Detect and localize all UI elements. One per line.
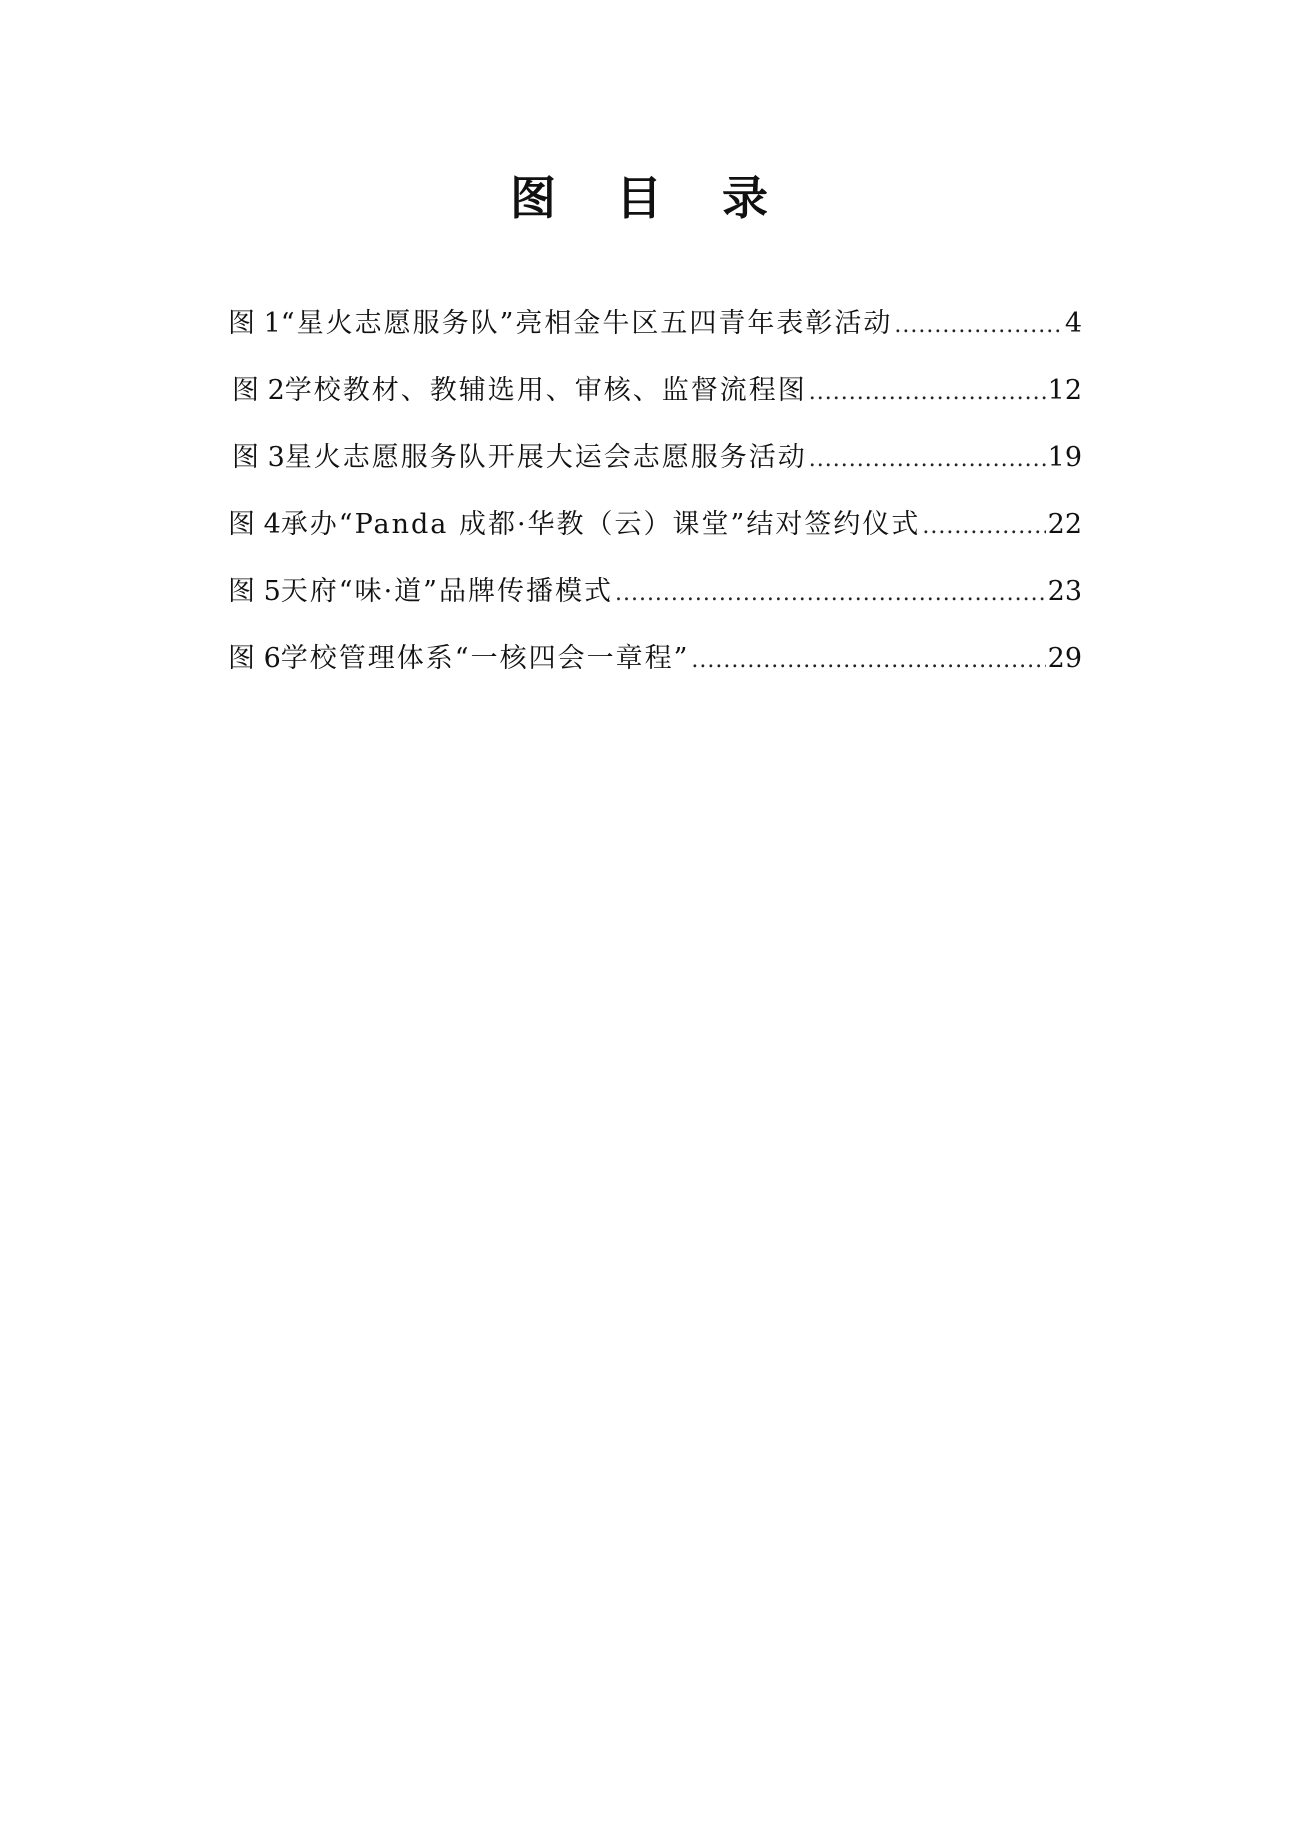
page-number: 19 bbox=[1047, 442, 1082, 473]
toc-entry[interactable] bbox=[228, 572, 1082, 639]
page-number: 22 bbox=[1047, 509, 1082, 540]
figure-caption: 学校教材、教辅选用、审核、监督流程图 bbox=[284, 375, 807, 406]
toc-entry[interactable] bbox=[228, 505, 1082, 572]
figure-caption: 星火志愿服务队开展大运会志愿服务活动 bbox=[284, 442, 807, 473]
figure-caption: 天府“味·道”品牌传播模式 bbox=[280, 576, 613, 607]
figure-table-of-contents bbox=[228, 304, 1082, 706]
figure-caption: “星火志愿服务队”亮相金牛区五四青年表彰活动 bbox=[280, 308, 893, 339]
toc-entry[interactable] bbox=[228, 639, 1082, 706]
toc-entry[interactable] bbox=[228, 438, 1082, 505]
page-number: 4 bbox=[1064, 308, 1082, 339]
toc-entry[interactable] bbox=[228, 304, 1082, 371]
page-title: 图 目 录 bbox=[509, 171, 791, 225]
dot-leader bbox=[809, 373, 1046, 413]
figure-caption: 承办“Panda 成都·华教（云）课堂”结对签约仪式 bbox=[280, 509, 921, 540]
figure-number: 图 1 bbox=[228, 308, 281, 339]
dot-leader bbox=[809, 440, 1046, 480]
toc-entry[interactable] bbox=[228, 371, 1082, 438]
page-number: 23 bbox=[1047, 576, 1082, 607]
dot-leader bbox=[691, 641, 1045, 681]
figure-caption: 学校管理体系“一核四会一章程” bbox=[280, 643, 690, 674]
dot-leader bbox=[615, 574, 1046, 614]
figure-number: 图 4 bbox=[228, 509, 281, 540]
figure-number: 图 5 bbox=[228, 576, 281, 607]
figure-number: 图 2 bbox=[232, 375, 285, 406]
figure-number: 图 6 bbox=[228, 643, 281, 674]
page-number: 29 bbox=[1047, 643, 1082, 674]
dot-leader bbox=[922, 507, 1045, 547]
page-number: 12 bbox=[1047, 375, 1082, 406]
figure-number: 图 3 bbox=[232, 442, 285, 473]
dot-leader bbox=[894, 306, 1062, 346]
